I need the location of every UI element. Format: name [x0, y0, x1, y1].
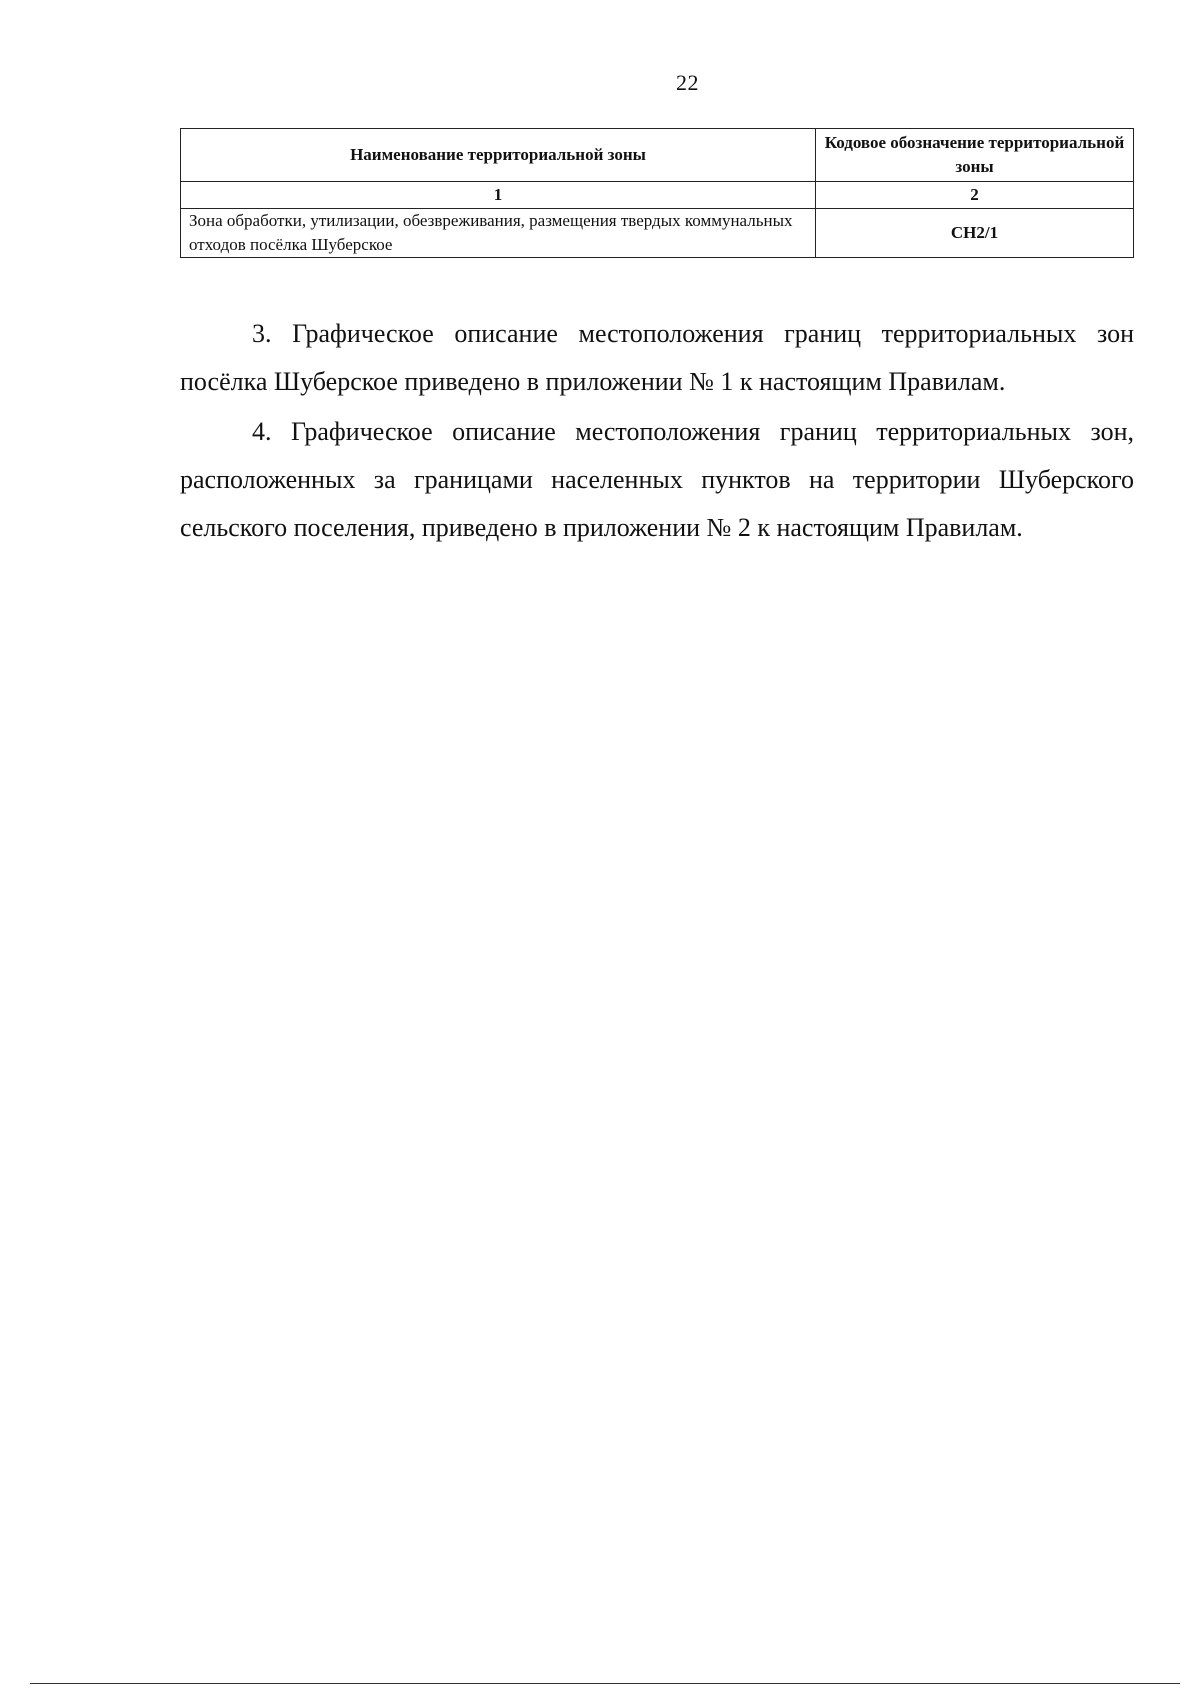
- header-zone-name: Наименование территориальной зоны: [181, 129, 816, 182]
- page-number: 22: [676, 70, 699, 95]
- zone-code-cell: СН2/1: [816, 209, 1134, 258]
- table-column-number-row: [181, 182, 1134, 209]
- paragraph-4: 4. Графическое описание местоположения границ территориальных зон, расположенных за границами населенных пунктов на территории Шуберского сельского поселения, приведено в приложении № 2 к настоящим Правилам.: [180, 417, 1134, 542]
- table-header-row: [181, 129, 1134, 182]
- zone-name-cell: Зона обработки, утилизации, обезвреживания, размещения твердых коммунальных отходов посёлка Шуберское: [181, 209, 816, 258]
- table-row: [181, 209, 1134, 258]
- header-zone-code: Кодовое обозначение территориальной зоны: [816, 129, 1134, 182]
- column-number-1: 1: [181, 182, 816, 209]
- footer-divider: [30, 1683, 1180, 1684]
- paragraph-3: 3. Графическое описание местоположения границ территориальных зон посёлка Шуберское приведено в приложении № 1 к настоящим Правилам.: [180, 319, 1134, 396]
- column-number-2: 2: [816, 182, 1134, 209]
- zones-table: [180, 128, 1134, 258]
